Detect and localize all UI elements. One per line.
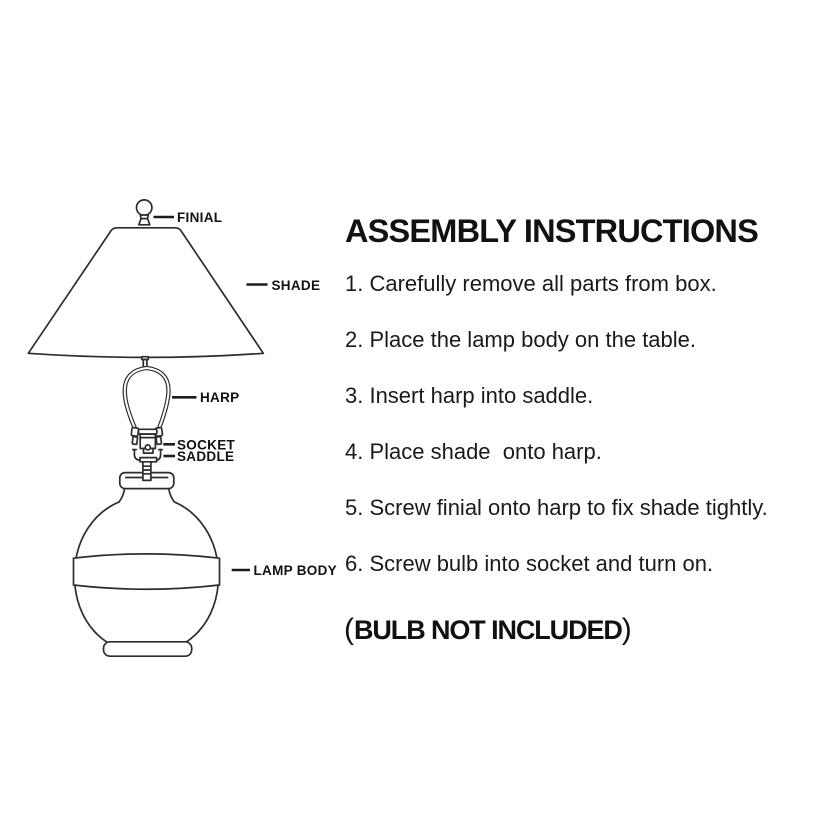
bulb-note bbox=[344, 613, 632, 647]
saddle-label: SADDLE bbox=[177, 448, 235, 464]
instruction-step-5: 5. Screw finial onto harp to fix shade tightly. bbox=[345, 495, 768, 520]
bulb-note-open-paren: ( bbox=[344, 613, 354, 646]
finial-label: FINIAL bbox=[177, 209, 223, 225]
lamp-body-label: LAMP BODY bbox=[253, 563, 337, 578]
instruction-step-4: 4. Place shade onto harp. bbox=[345, 439, 602, 464]
instruction-step-2: 2. Place the lamp body on the table. bbox=[345, 327, 697, 352]
instruction-step-1: 1. Carefully remove all parts from box. bbox=[345, 271, 717, 296]
page-title: ASSEMBLY INSTRUCTIONS bbox=[345, 213, 758, 249]
harp-label: HARP bbox=[200, 390, 240, 405]
socket-label: SOCKET bbox=[177, 437, 236, 453]
shade-label: SHADE bbox=[271, 278, 321, 293]
bulb-note-close-paren: ) bbox=[621, 613, 632, 646]
instruction-step-3: 3. Insert harp into saddle. bbox=[345, 383, 594, 408]
bulb-note-text: BULB NOT INCLUDED bbox=[354, 615, 622, 645]
instruction-step-6: 6. Screw bulb into socket and turn on. bbox=[345, 551, 714, 576]
